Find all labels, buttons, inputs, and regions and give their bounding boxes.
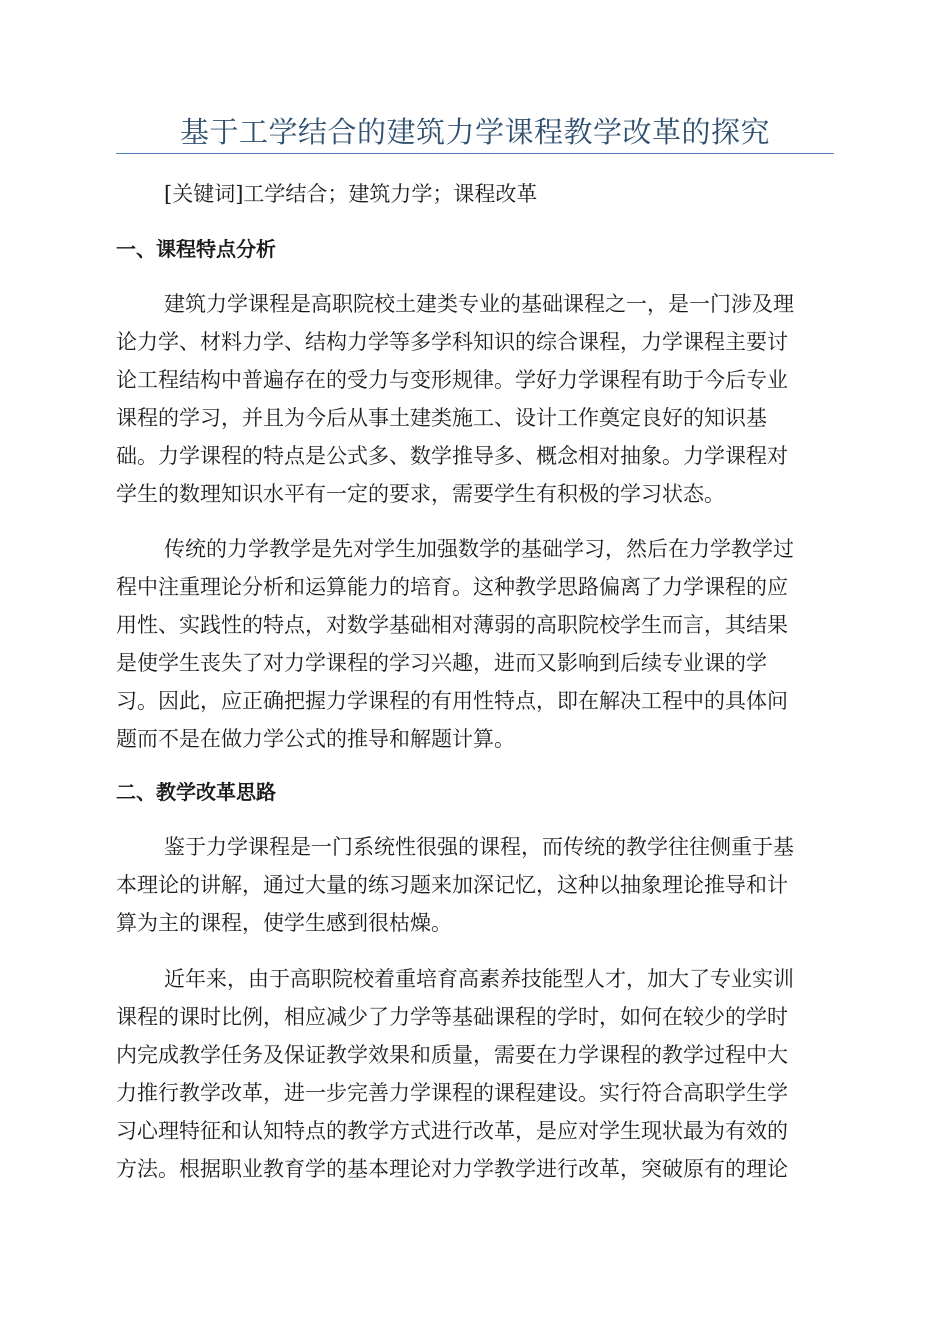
- paragraph-line: 论力学、材料力学、结构力学等多学科知识的综合课程，力学课程主要讨: [116, 330, 788, 354]
- document-title: 基于工学结合的建筑力学课程教学改革的探究: [179, 115, 770, 149]
- paragraph-line: 础。力学课程的特点是公式多、数学推导多、概念相对抽象。力学课程对: [116, 444, 788, 468]
- paragraph-line: 习心理特征和认知特点的教学方式进行改革，是应对学生现状最为有效的: [116, 1119, 788, 1143]
- paragraph-line: 用性、实践性的特点，对数学基础相对薄弱的高职院校学生而言，其结果: [116, 613, 788, 637]
- section-heading-1: 一、课程特点分析: [116, 237, 276, 261]
- paragraph-line: 力推行教学改革，进一步完善力学课程的课程建设。实行符合高职学生学: [116, 1081, 788, 1105]
- paragraph-line: 传统的力学教学是先对学生加强数学的基础学习，然后在力学教学过: [164, 537, 794, 561]
- paragraph-line: 课程的课时比例，相应减少了力学等基础课程的学时，如何在较少的学时: [116, 1005, 788, 1029]
- paragraph-line: 学生的数理知识水平有一定的要求，需要学生有积极的学习状态。: [116, 482, 725, 506]
- paragraph-line: 近年来，由于高职院校着重培育高素养技能型人才，加大了专业实训: [164, 967, 794, 991]
- paragraph-line: 题而不是在做力学公式的推导和解题计算。: [116, 727, 515, 751]
- title-underline: [116, 153, 834, 154]
- paragraph-line: 是使学生丧失了对力学课程的学习兴趣，进而又影响到后续专业课的学: [116, 651, 767, 675]
- paragraph-line: 建筑力学课程是高职院校土建类专业的基础课程之一，是一门涉及理: [164, 292, 794, 316]
- paragraph-line: 本理论的讲解，通过大量的练习题来加深记忆，这种以抽象理论推导和计: [116, 873, 788, 897]
- section1-paragraph-1: [116, 285, 834, 513]
- paragraph-line: 方法。根据职业教育学的基本理论对力学教学进行改革，突破原有的理论: [116, 1157, 788, 1181]
- paragraph-line: 习。因此，应正确把握力学课程的有用性特点，即在解决工程中的具体问: [116, 689, 788, 713]
- section2-paragraph-2: [116, 960, 834, 1188]
- paragraph-line: 鉴于力学课程是一门系统性很强的课程，而传统的教学往往侧重于基: [164, 835, 794, 859]
- section-heading-2: 二、教学改革思路: [116, 780, 276, 804]
- paragraph-line: 程中注重理论分析和运算能力的培育。这种教学思路偏离了力学课程的应: [116, 575, 788, 599]
- paragraph-line: 算为主的课程，使学生感到很枯燥。: [116, 911, 452, 935]
- paragraph-line: 课程的学习，并且为今后从事土建类施工、设计工作奠定良好的知识基: [116, 406, 767, 430]
- section2-paragraph-1: [116, 828, 834, 942]
- section1-paragraph-2: [116, 530, 834, 758]
- paragraph-line: 论工程结构中普遍存在的受力与变形规律。学好力学课程有助于今后专业: [116, 368, 788, 392]
- paragraph-line: 内完成教学任务及保证教学效果和质量，需要在力学课程的教学过程中大: [116, 1043, 788, 1067]
- keywords-line: [关键词]工学结合；建筑力学；课程改革: [164, 182, 538, 206]
